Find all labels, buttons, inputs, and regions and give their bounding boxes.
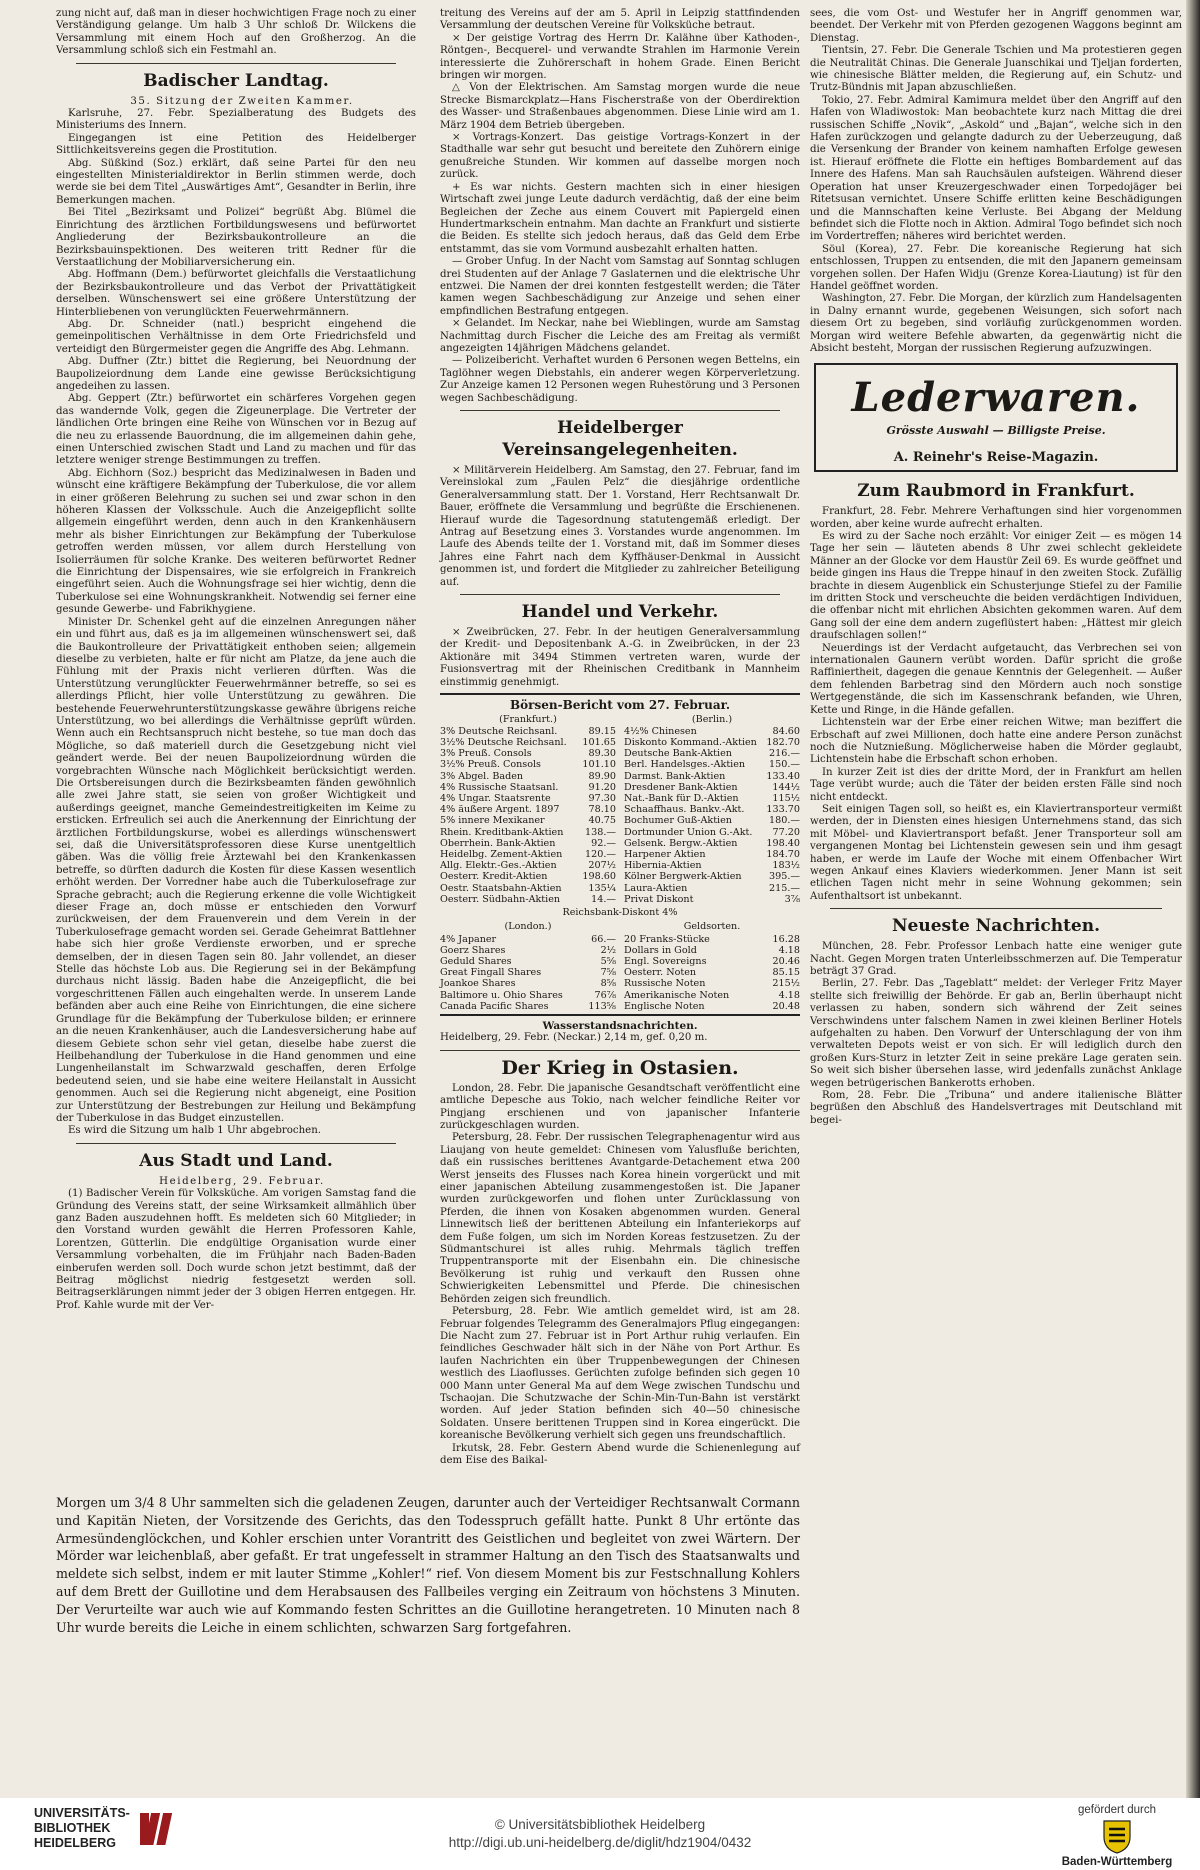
library-logo[interactable]: [34, 1806, 176, 1851]
boerse-london: [440, 921, 616, 1012]
quote-row: [624, 804, 800, 815]
quote-row: [440, 748, 616, 759]
quote-value: 135¼: [588, 882, 616, 894]
boerse-frankfurt: [440, 714, 616, 905]
heading-handel-verkehr: Handel und Verkehr.: [521, 602, 719, 623]
stadt-article: (1) Badischer Verein für Volksküche. Am vorigen Samstag fand die Gründung des Vereins statt, der seine Wirksamkeit allmählich über ganz Baden auszudehnen hofft. Es meldeten sich 60 Mitglieder; in den Vorstand wurden gewählt die Herren Professoren Kahle, Lorentzen, Gütterlin. Die endgültige Organisation wurde einer Versammlung vorbehalten, die im Frühjahr nach Baden-Baden einberufen werden soll. Doch wurde schon jetzt bestimmt, daß der Beitrag möglichst niedrig festgesetzt werden soll. Beitragserklärungen nimmt jeder der 3 obigen Herren entgegen. Hr. Prof. Kahle wurde mit der Ver-: [56, 1188, 416, 1311]
quote-row: [624, 782, 800, 793]
quote-value: 5⅝: [600, 955, 616, 967]
local-news-item: — Polizeibericht. Verhaftet wurden 6 Personen wegen Bettelns, ein Taglöhner wegen Diebstahls, ein anderer wegen Körperverletzung. Zur Anzeige kamen 12 Personen wegen Ruhestörung und 3 Personen wegen Sachbeschädigung.: [440, 355, 800, 404]
quote-row: [440, 771, 616, 782]
local-news-items: [440, 33, 800, 405]
heading-vereinsangelegenheiten: Heidelberger Vereinsangelegenheiten.: [502, 418, 738, 460]
quote-value: 7⅝: [600, 967, 616, 979]
baden-wuerttemberg-crest-icon: [1102, 1819, 1132, 1855]
quote-name: Hibernia-Aktien: [624, 860, 702, 872]
quote-row: [624, 815, 800, 826]
quote-row: [440, 883, 616, 894]
krieg-article: [440, 1083, 800, 1468]
quote-row: [624, 978, 800, 989]
landtag-paragraph: Abg. Duffner (Ztr.) bittet die Regierung, bei Neuordnung der Baupolizeiordnung dem Lande eine gewisse Berücksichtigung angedeihen zu lassen.: [56, 356, 416, 392]
quote-name: Darmst. Bank-Aktien: [624, 770, 726, 782]
quote-row: [440, 849, 616, 860]
divider: [76, 63, 396, 64]
wasserstand-text: Heidelberg, 29. Febr. (Neckar.) 2,14 m, gef. 0,20 m.: [440, 1032, 708, 1044]
quote-name: Engl. Sovereigns: [624, 955, 707, 967]
landtag-paragraph: Abg. Dr. Schneider (natl.) bespricht eingehend die gemeinpolitischen Verhältnisse in dem Orte Friedrichsfeld und verteidigt den Bürgermeister gegen die Angriffe des Abg. Lehmann.: [56, 318, 416, 355]
col3-news-paragraph: Söul (Korea), 27. Febr. Die koreanische Regierung hat sich entschlossen, Truppen zu entsenden, die mit den Japanern gemeinsam vorgehen sollen. Der Hafen Widju (Grenze Korea-Liautung) ist für den Handel geöffnet worden.: [810, 243, 1182, 292]
quote-name: Russische Noten: [624, 978, 706, 990]
krieg-paragraph: Petersburg, 28. Febr. Der russischen Telegraphenagentur wird aus Liaujang von heute gemeldet: Chinesen vom Yalusfluße berichten, daß ein russisches berittenes Avantgarde-Detachement etwa 200 Werst jenseits des Flusses nach Korea hinein vorgerückt und mit einer japanischen Abteilung zusammengestoßen ist. Die Japaner wurden zurückgeworfen und flohen unter Zurücklassung von Pferden, die ihnen von Kosaken abgenommen wurden. General Linnewitsch ließ der berittenen Abteilung ein Infanteriekorps auf dem Fuße folgen, um sich im Norden Koreas festzusetzen. Zu der Südmantschurei ist alles ruhig. Mehrmals täglich treffen Truppentransporte mit der Eisenbahn ein. Die chinesische Bevölkerung ist ruhig und verkauft den Russen ohne Schwierigkeiten Lebensmittel und Pferde. Die chinesischen Behörden zeigen sich freundlich.: [440, 1132, 800, 1305]
raubmord-paragraph: In kurzer Zeit ist dies der dritte Mord, der in Frankfurt am hellen Tage verübt wurde; auch die Täter der beiden ersten Fälle sind noch nicht entdeckt.: [810, 766, 1182, 803]
col3-top: sees, die vom Ost- und Westufer her in Angriff genommen war, beendet. Der Verkehr mit von Pferden gezogenen Waggons beginnt am Dienstag.: [810, 8, 1182, 44]
landtag-paragraph: Bei Titel „Bezirksamt und Polizei“ begrüßt Abg. Blümel die Einrichtung des ärztlichen Fortbildungswesens und befürwortet Angliederung der Bezirksbaukontrolleure an die Bezirksbauinspektionen. Des weiteren tritt Redner für die Verstaatlichung der Mobiliarversicherung ein.: [56, 207, 416, 268]
heading-krieg-ostasien: Der Krieg in Ostasien.: [501, 1056, 739, 1079]
verein-article: × Militärverein Heidelberg. Am Samstag, den 27. Februar, fand im Vereinslokal zum „Faulen Pelz“ die diesjährige ordentliche Generalversammlung statt. Der 1. Vorstand, Herr Rechtsanwalt Dr. Bauer, eröffnete die Versammlung und begrüßte die Erschienenen. Hierauf wurde die Tagesordnung statutengemäß erledigt. Der Antrag auf Besetzung eines 3. Vorstandes wurde angenommen. Im Laufe des Abends teilte der 1. Vorstand mit, daß im Sommer dieses Jahres eine Fahrt nach dem Kyffhäuser-Denkmal in Aussicht genommen ist, und fordert die Mitglieder zu zahlreicher Beteiligung auf.: [440, 465, 800, 588]
quote-value: 20.46: [772, 955, 800, 967]
quote-name: Harpener Aktien: [624, 848, 706, 860]
neueste-article: [810, 941, 1182, 1127]
quote-row: [624, 883, 800, 894]
quote-name: 3% Abgel. Baden: [440, 770, 524, 782]
quote-name: Great Fingall Shares: [440, 967, 542, 979]
quote-row: [624, 967, 800, 978]
quote-value: 89.90: [588, 770, 616, 782]
heading-landtag: Badischer Landtag.: [143, 70, 329, 91]
quote-value: 8⅝: [600, 978, 616, 990]
raubmord-paragraph: Seit einigen Tagen soll, so heißt es, ein Klaviertransporteur vermißt werden, der in Diensten eines hiesigen Unternehmens stand, das sich mit Möbel- und Klaviertransport befaßt. Jener Transporteur soll am vergangenen Montag bei Lichtenstein gewesen sein und ihm gesagt haben, er werde im Laufe der Woche mit einem Offenbacher Wirt wegen Ankauf eines Klaviers wiederkommen. Jener Mann ist seit etlichen Tagen nicht mehr in seine Wohnung gekommen; sein Aufenthaltsort ist unbekannt.: [810, 803, 1182, 902]
funder-name: Baden-Württemberg: [1061, 1856, 1173, 1868]
local-news-item: × Gelandet. Im Neckar, nahe bei Wieblingen, wurde am Samstag Nachmittag durch Fischer die Leiche des am Freitag als vermißt angezeigten 14jährigen Mädchens gelandet.: [440, 318, 800, 354]
raubmord-paragraph: Neuerdings ist der Verdacht aufgetaucht, das Verbrechen sei von internationalen Gaunern verübt worden. Dafür spricht die große Raffiniertheit, dagegen die genaue Kenntnis der Gelegenheit. — Außer dem fehlenden Barbetrag sind den Mördern auch noch sonstige Wertgegenstände, die sich im Kassenschrank befanden, wie Uhren, Kette und Ringe, in die Hände gefallen.: [810, 642, 1182, 716]
stadt-dateline: Heidelberg, 29. Februar.: [159, 1175, 325, 1187]
boerse-berlin-header: (Berlin.): [691, 713, 733, 725]
scan-edge-shadow: [1186, 0, 1200, 1798]
quote-value: 84.60: [772, 725, 800, 737]
divider: [830, 908, 1162, 909]
library-name-line-2: BIBLIOTHEK: [34, 1821, 111, 1835]
quote-name: Kölner Bergwerk-Aktien: [624, 871, 742, 883]
quote-row: [440, 726, 616, 737]
handel-article: × Zweibrücken, 27. Febr. In der heutigen Generalversammlung der Kredit- und Depositenbank A.-G. in Zweibrücken, in der 23 Aktionäre mit 3494 Stimmen vertreten waren, wurde der Fusionsvertrag mit der Rheinischen Creditbank in Mannheim einstimmig genehmigt.: [440, 627, 800, 688]
quote-name: Bochumer Guß-Aktien: [624, 815, 732, 827]
boerse-frankfurt-header: (Frankfurt.): [499, 713, 557, 725]
boerse-table-top: [440, 714, 800, 905]
quote-name: Berl. Handelsges.-Aktien: [624, 759, 746, 771]
boerse-geldsorten: [624, 921, 800, 1012]
quote-row: [440, 934, 616, 945]
quote-row: [624, 838, 800, 849]
quote-value: 207½: [588, 860, 616, 872]
reichsbank-diskont: Reichsbank-Diskont 4%: [562, 906, 678, 918]
quote-row: [440, 838, 616, 849]
landtag-paragraph: Abg. Hoffmann (Dem.) befürwortet gleichfalls die Verstaatlichung der Bezirksbaukontrolleure und das Verbot der Privattätigkeit derselben. Wünschenswert sei eine größere Unterstützung der Hinterbliebenen von verunglückten Feuerwehrmännern.: [56, 269, 416, 318]
boersen-bericht: [440, 693, 800, 1016]
quote-row: [624, 894, 800, 905]
lederwaren-advertisement: [814, 363, 1178, 472]
quote-value: 76⅞: [594, 989, 616, 1001]
quote-value: 4.18: [778, 944, 800, 956]
funding-notice: [1052, 1804, 1182, 1868]
landtag-paragraph: Eingegangen ist eine Petition des Heidelberger Sittlichkeitsvereins gegen die Prostitution.: [56, 132, 416, 157]
quote-value: 120.—: [585, 848, 616, 860]
quote-row: [624, 737, 800, 748]
quote-name: Allg. Elektr.-Ges.-Aktien: [440, 860, 557, 872]
quote-row: [624, 860, 800, 871]
quote-row: [624, 849, 800, 860]
raubmord-article: [810, 506, 1182, 903]
divider: [460, 594, 780, 595]
quote-row: [440, 827, 616, 838]
quote-name: Diskonto Kommand.-Aktien: [624, 736, 757, 748]
quote-name: 3½% Deutsche Reichsanl.: [440, 736, 567, 748]
krieg-paragraph: Irkutsk, 28. Febr. Gestern Abend wurde die Schienenlegung auf dem Eise des Baikal-: [440, 1442, 800, 1466]
quote-value: 40.75: [588, 815, 616, 827]
quote-name: Gelsenk. Bergw.-Aktien: [624, 837, 738, 849]
quote-value: 101.65: [582, 736, 616, 748]
quote-value: 215.—: [769, 882, 800, 894]
quote-name: Oberrhein. Bank-Aktien: [440, 837, 556, 849]
quote-value: 66.—: [591, 933, 616, 945]
quote-name: Englische Noten: [624, 1000, 705, 1012]
col1-intro: zung nicht auf, daß man in dieser hochwichtigen Frage noch zu einer Verständigung gelange. Um halb 3 Uhr schloß Dr. Wilckens die Versammlung mit einem Hoch auf den Großherzog. An die Versammlung schloß sich ein Festmahl an.: [56, 8, 416, 57]
quote-row: [440, 894, 616, 905]
quote-value: 4.18: [778, 989, 800, 1001]
quote-name: 3% Preuß. Consols: [440, 748, 532, 760]
boerse-title: Börsen-Bericht vom 27. Februar.: [510, 698, 730, 713]
quote-name: Goerz Shares: [440, 944, 506, 956]
quote-row: [624, 759, 800, 770]
krieg-paragraph: Petersburg, 28. Febr. Wie amtlich gemeldet wird, ist am 28. Februar folgendes Telegramm des Generalmajors Pflug eingegangen: Die Nacht zum 27. Februar ist in Port Arthur ruhig verlaufen. Ein feindliches Geschwader hält sich in der Nähe von Port Arthur. Es laufen Nachrichten ein über Truppenbewegungen der Chinesen westlich des Liaoflusses. Gerüchten zufolge befinden sich gegen 10 000 Mann unter General Ma auf dem Wege zwischen Tundschu und Tschaojan. Die Schutzwache der Schin-Min-Tun-Bahn ist verstärkt worden. Auf jeder Station befinden sich 40—50 chinesische Soldaten. Unsere berittenen Truppen sind in Korea eingerückt. Die koreanische Bevölkerung verhielt sich gegen uns freundschaftlich.: [440, 1306, 800, 1442]
quote-name: Dresdener Bank-Aktien: [624, 781, 738, 793]
quote-name: 20 Franks-Stücke: [624, 933, 710, 945]
quote-name: Baltimore u. Ohio Shares: [440, 989, 563, 1001]
library-name-line-3: HEIDELBERG: [34, 1836, 116, 1850]
neueste-paragraph: München, 28. Febr. Professor Lenbach hatte eine weniger gute Nacht. Gegen Morgen traten Unterleibsschmerzen auf. Die Temperatur beträgt 37 Grad.: [810, 941, 1182, 977]
quote-name: Deutsche Bank-Aktien: [624, 748, 732, 760]
quote-value: 184.70: [766, 848, 800, 860]
quote-value: 89.30: [588, 748, 616, 760]
landtag-article: [56, 108, 416, 1138]
quote-row: [624, 1001, 800, 1012]
quote-row: [440, 956, 616, 967]
quote-row: [440, 990, 616, 1001]
quote-value: 183½: [772, 860, 800, 872]
copyright-notice: © Universitätsbibliothek Heidelberg: [494, 1817, 706, 1832]
quote-value: 3⅞: [784, 893, 800, 905]
quote-value: 78.10: [588, 804, 616, 816]
execution-report: [56, 1494, 800, 1636]
column-2: [440, 8, 800, 1467]
raubmord-paragraph: Frankfurt, 28. Febr. Mehrere Verhaftungen sind hier vorgenommen worden, aber keine wurde aufrecht erhalten.: [810, 506, 1182, 530]
heading-neueste-nachrichten: Neueste Nachrichten.: [891, 916, 1101, 937]
library-logo-icon: [138, 1809, 176, 1849]
quote-value: 113⅝: [588, 1000, 616, 1012]
heading-stadt-land: Aus Stadt und Land.: [139, 1150, 333, 1171]
quote-name: 3% Deutsche Reichsanl.: [440, 725, 558, 737]
raubmord-paragraph: Lichtenstein war der Erbe einer reichen Witwe; man beziffert die Erbschaft auf zwei Millionen, doch hatte eine andere Person zunächst noch die Nutznießung. Möglicherweise haben die Mörder geglaubt, Lichtenstein habe die Erbschaft schon erhoben.: [810, 717, 1182, 766]
quote-value: 14.—: [591, 893, 616, 905]
quote-name: Geduld Shares: [440, 955, 512, 967]
quote-name: 3½% Preuß. Consols: [440, 759, 541, 771]
krieg-paragraph: London, 28. Febr. Die japanische Gesandtschaft veröffentlicht eine amtliche Depesche aus Tokio, nach welcher feindliche Reiter vor Pingjang erschienen und von japanischer Infanterie zurückgeschlagen wurden.: [440, 1082, 800, 1132]
landtag-paragraph: Abg. Eichhorn (Soz.) bespricht das Medizinalwesen in Baden und wünscht eine kräftigere Bekämpfung der Tuberkulose, die vor allem in einer größeren Belehrung zu suchen sei und zwar schon in den höheren Klassen der Volksschule. Auch die Anzeigepflicht sollte allgemein eingeführt werden, denn auch in den Krankenhäusern mehr als bisher Einrichtungen zur Bekämpfung der Tuberkulose getroffen werden müssen, vor allem durch Herstellung von Isolierräumen für solche Kranke. Des weiteren befürwortet Redner die Einrichtung der Dispensaires, wie sie erfolgreich in Frankreich eingeführt seien. Auch die Wohnungsfrage sei hier wichtig, denn die Tuberkulose sei eine Wohnungskrankheit. Notwendig sei ferner eine gesunde Gewerbe- und Fabrikhygiene.: [56, 467, 416, 616]
library-name: [34, 1806, 130, 1851]
quote-name: Oesterr. Noten: [624, 967, 697, 979]
local-news-item: × Der geistige Vortrag des Herrn Dr. Kalähne über Kathoden-, Röntgen-, Becquerel- und verwandte Strahlen im Harmonie Verein interessierte die Zuhörerschaft in hohem Grade. Einen Bericht bringen wir morgen.: [440, 32, 800, 82]
quote-name: Joankoe Shares: [440, 978, 516, 990]
quote-name: 4% Japaner: [440, 933, 497, 945]
quote-name: Canada Pacific Shares: [440, 1000, 549, 1012]
quote-value: 180.—: [769, 815, 800, 827]
quote-value: 198.40: [766, 837, 800, 849]
col3-news-paragraph: Washington, 27. Febr. Die Morgan, der kürzlich zum Handelsagenten in Dalny ernannt wurde, gegebenen Weisungen, sich sofort nach diesem Ort zu begeben, sind vorläufig zurückgenommen worden. Morgan wird weitere Befehle abwarten, da gegenwärtig nicht die Absicht besteht, Morgan der russischen Regierung aufzuzwingen.: [810, 293, 1182, 354]
landtag-paragraph: Minister Dr. Schenkel geht auf die einzelnen Anregungen näher ein und führt aus, daß es ja im allgemeinen wünschenswert sei, daß die Baukontrolleure der Privattätigkeit enthoben seien; allgemein dieselbe zu verbieten, halte er für nicht am Platze, da jene auch die Fühlung mit der Praxis nicht verlieren dürften. Was die Unterstützung verunglückter Feuerwehrmänner betreffe, so sei es allerdings Pflicht, hier volle Unterstützung zu gewähren. Die bestehende Feuerwehrunterstützungskasse gewähre übrigens reiche Unterstützung, wo bei allerdings die Verhältnisse geprüft würden. Wenn auch ein Rechtsanspruch nicht bestehe, so tue man doch das Mögliche, so daß materiell durch die Gesetzgebung nicht viel geändert werde. Bei der neuen Baupolizeiordnung würden die vorgebrachten Wünsche nach Möglichkeit berücksichtigt werden. Die Ortsbereisungen durch die Bezirksbeamten fänden gewöhnlich alle zwei Jahre statt, sie seien von großer Wichtigkeit und außerdings geeignet, manche Gemeindestreitigkeiten im Keime zu ersticken. Erfreulich sei auch die Anerkennung der Einrichtung der ärztlichen Fortbildungskurse, wobei es allerdings wünschenswert sei, daß die Universitätsprofessoren diese Kurse unentgeltlich gäben. Was die völlig freie Ärztewahl bei den Krankenkassen betreffe, so dürften dadurch die Kosten für diese Kassen wesentlich erhöht werden. Der Vorredner habe auch die Tuberkulosefrage zur Sprache gebracht; auch die Regierung erkenne die volle Wichtigkeit dieser Frage an, doch müsse er entschieden den Vorwurf zurückweisen, der dem Frauenverein und dem Verein in der Tuberkulosefrage gemacht worden sei. Gerade Geheimrat Battlehner habe sich hier große Verdienste erworben, und er spreche demselben, der in diesen Tagen sein 80. Jahr vollendet, an dieser Stelle das höchste Lob aus. Die Regierung sei in der Bekämpfung durchaus nicht lässig. Baden habe die Anzeigepflicht, die bei vorgeschrittenen Fällen auch eingehalten werde. In unserem Lande befänden aber auch eine Reihe von Einrichtungen, die eine sichere Grundlage für die Bekämpfung der Tuberkulose bilden; er erinnere an die neuen Krankenhäuser, auch die Landesversicherung habe auf diesem Gebiete schon sehr viel getan, dieselbe habe zuerst die Heilbehandlung der Tuberkulose in die Hand genommen und eine Lungenheilanstalt im Schwarzwald geschaffen, deren Erfolge bedeutend seien, und sie habe eine weitere Heilanstalt in Aussicht genommen. Auch sei die Regierung nicht abgeneigt, eine Position zur Unterstützung der Bestrebungen zur Heilung und Bekämpfung der Tuberkulose in das Budget einzustellen.: [56, 616, 416, 1124]
quote-name: Schaaffhaus. Bankv.-Akt.: [624, 804, 745, 816]
boerse-geldsorten-header: Geldsorten.: [683, 921, 741, 933]
landtag-paragraph: Karlsruhe, 27. Febr. Spezialberatung des Budgets des Ministeriums des Innern.: [56, 108, 416, 132]
neueste-paragraph: Berlin, 27. Febr. Das „Tageblatt“ meldet: der Verleger Fritz Mayer stellte sich freiwillig der Behörde. Er gab an, Berlin überhaupt nicht verlassen zu haben, sondern sich während der Zeit seines Verschwindens unter falschem Namen in zwei kleinen Berliner Hotels aufgehalten zu haben. Den Vorwurf der Unterschlagung der von ihm verwalteten Depots weist er von sich. Er will lediglich durch den großen Kurs-Sturz in letzter Zeit in seine prekäre Lage geraten sein. So weit sich bisher übersehen lasse, wird jedenfalls zunächst Anklage wegen betrügerischen Bankerotts erhoben.: [810, 978, 1182, 1089]
quote-name: 4½% Chinesen: [624, 725, 697, 737]
quote-row: [440, 945, 616, 956]
divider: [460, 410, 780, 411]
quote-row: [440, 978, 616, 989]
funded-by-label: gefördert durch: [1078, 1804, 1156, 1816]
quote-row: [440, 815, 616, 826]
local-news-item: △ Von der Elektrischen. Am Samstag morgen wurde die neue Strecke Bismarckplatz—Hans Fischerstraße von der Oberdirektion des Wasser- und Straßenbaues abgenommen. Diese Linie wird am 1. März 1904 dem Betrieb übergeben.: [440, 82, 800, 131]
quote-value: 91.20: [588, 781, 616, 793]
landtag-paragraph: Es wird die Sitzung um halb 1 Uhr abgebrochen.: [68, 1125, 321, 1137]
ad-headline: Lederwaren.: [851, 374, 1141, 422]
footer-bar: [0, 1798, 1200, 1870]
quote-row: [624, 945, 800, 956]
quote-value: 182.70: [766, 736, 800, 748]
quote-name: 4% Russische Staatsanl.: [440, 781, 559, 793]
quote-row: [624, 793, 800, 804]
quote-value: 89.15: [588, 725, 616, 737]
quote-value: 395.—: [769, 871, 800, 883]
quote-name: Dortmunder Union G.-Akt.: [624, 826, 753, 838]
quote-row: [440, 759, 616, 770]
landtag-paragraph: Abg. Süßkind (Soz.) erklärt, daß seine Partei für den neu eingestellten Ministerialdirektor in Berlin stimmen werde, doch werde sie bei dem Titel „Auswärtiges Amt“, Gesandter in Berlin, ihre Bemerkungen machen.: [56, 157, 416, 206]
quote-row: [440, 967, 616, 978]
col3-news-paragraph: Tokio, 27. Febr. Admiral Kamimura meldet über den Angriff auf den Hafen von Wladiwostok: Man beobachtete kurz nach Mittag die drei russischen Schiffe „Novik“, „Askold“ und „Bajan“, welche sich in den Hafen zurückzogen und gelangte dadurch zu der Ueberzeugung, daß die Versenkung der Brander von keinem namhaften Erfolge gewesen ist. Hierauf eröffnete die Flotte ein heftiges Bombardement auf das Innere des Hafens. Man sah Rauchsäulen aufsteigen. Während dieser Operation hat unser Kreuzergeschwader einen Torpedojäger bei Ritetsusan vernichtet. Unsere Schiffe erlitten keine Beschädigungen und die Mannschaften keine Verluste. Bei Abgang der Meldung befindet sich die Flotte noch in Aktion. Admiral Togo befindet sich noch im Vordertreffen; näheres wird berichtet werden.: [810, 94, 1182, 243]
boerse-table-bottom: [440, 921, 800, 1012]
quote-value: 133.40: [766, 770, 800, 782]
permalink[interactable]: http://digi.ub.uni-heidelberg.de/diglit/hdz1904/0432: [448, 1835, 752, 1850]
ad-shop-name: A. Reinehr's Reise-Magazin.: [893, 449, 1099, 465]
quote-value: 16.28: [772, 933, 800, 945]
local-news-item: + Es war nichts. Gestern machten sich in einer hiesigen Wirtschaft zwei junge Leute dadurch verdächtig, daß der eine beim Begleichen der Zeche aus einem Couvert mit Papiergeld einen Hundertmarkschein entnahm. Man dachte an Frankfurt und sistierte die Beiden. Es stellte sich jedoch heraus, daß das Geld dem Erbe entstammt, das sie vom Vormund ausbezahlt erhalten hatten.: [440, 181, 800, 255]
quote-row: [440, 804, 616, 815]
boerse-london-header: (London.): [504, 921, 552, 933]
quote-name: Nat.-Bank für D.-Aktien: [624, 792, 739, 804]
quote-row: [624, 771, 800, 782]
quote-row: [440, 1001, 616, 1012]
quote-name: Heidelbg. Zement-Aktien: [440, 848, 563, 860]
quote-value: 198.60: [582, 871, 616, 883]
quote-value: 138.—: [585, 826, 616, 838]
boerse-london-rows: [440, 934, 616, 1012]
execution-text: Morgen um 3/4 8 Uhr sammelten sich die geladenen Zeugen, darunter auch der Verteidiger Rechtsanwalt Cormann und Kapitän Nieten, der Vorsitzende des Gerichts, das den Todesspruch gefällt hatte. Punkt 8 Uhr ertönte das Armesündenglöckchen, und Kohler erschien unter Vorantritt des Geistlichen und begleitet von zwei Wärtern. Der Mörder war leichenblaß, aber gefaßt. Er trat ungefesselt in strammer Haltung an den Tisch des Staatsanwalts und meldete sich selbst, indem er mit lauter Stimme „Kohler!“ rief. Von diesem Moment bis zur Festschnallung Kohlers auf dem Brett der Guillotine und dem Herabsausen des Fallbeiles verging ein Zeitraum von höchstens 3 Minuten. Der Verurteilte war auch wie auf Kommando festen Schrittes an die Guillotine herangetreten. 10 Minuten nach 8 Uhr wurde bereits die Leiche in einem schlichten, schwarzen Sarg fortgefahren.: [56, 1495, 800, 1635]
ad-slogan: Grösste Auswahl — Billigste Preise.: [886, 424, 1106, 438]
quote-name: 5% innere Mexikaner: [440, 815, 545, 827]
quote-name: Oesterr. Kredit-Aktien: [440, 871, 548, 883]
quote-row: [624, 956, 800, 967]
column-3: [810, 8, 1182, 1127]
quote-row: [440, 737, 616, 748]
boerse-frankfurt-rows: [440, 726, 616, 905]
divider: [76, 1143, 396, 1144]
local-news-item: × Vortrags-Konzert. Das geistige Vortrags-Konzert in der Stadthalle war sehr gut besucht und bereitete den Zuhörern einige genußreiche Stunden. Wir kommen auf dasselbe morgen noch zurück.: [440, 132, 800, 181]
quote-value: 216.—: [769, 748, 800, 760]
quote-name: Dollars in Gold: [624, 944, 697, 956]
quote-value: 85.15: [772, 967, 800, 979]
quote-value: 115½: [772, 792, 800, 804]
quote-name: 4% Ungar. Staatsrente: [440, 792, 551, 804]
quote-value: 150.—: [769, 759, 800, 771]
library-name-line-1: UNIVERSITÄTS-: [34, 1806, 130, 1820]
quote-row: [624, 990, 800, 1001]
col3-news-paragraph: Tientsin, 27. Febr. Die Generale Tschien und Ma protestieren gegen die Neutralität Chinas. Die Generale Juanschikai und Tjeljan forderten, wie chinesische Blätter melden, die Regierung auf, ein Schutz- und Trutz-Bündnis mit Japan abzuschließen.: [810, 45, 1182, 94]
quote-name: Laura-Aktien: [624, 882, 688, 894]
quote-value: 92.—: [591, 837, 616, 849]
quote-value: 2½: [600, 944, 616, 956]
quote-name: Amerikanische Noten: [624, 989, 730, 1001]
quote-value: 77.20: [772, 826, 800, 838]
heading-raubmord: Zum Raubmord in Frankfurt.: [857, 481, 1135, 502]
quote-name: Oesterr. Südbahn-Aktien: [440, 893, 561, 905]
boerse-berlin: [624, 714, 800, 905]
col3-news: [810, 45, 1182, 355]
col2-top: treitung des Vereins auf der am 5. April in Leipzig stattfindenden Versammlung der deutschen Vereine für Volksküche betraut.: [440, 8, 800, 32]
quote-value: 133.70: [766, 804, 800, 816]
divider: [440, 1050, 800, 1051]
quote-row: [624, 827, 800, 838]
quote-value: 101.10: [582, 759, 616, 771]
quote-row: [440, 871, 616, 882]
quote-name: Rhein. Kreditbank-Aktien: [440, 826, 564, 838]
quote-value: 97.30: [588, 792, 616, 804]
quote-value: 215½: [772, 978, 800, 990]
quote-row: [624, 871, 800, 882]
landtag-paragraph: Abg. Geppert (Ztr.) befürwortet ein schärferes Vorgehen gegen das wandernde Volk, gegen die Zigeunerplage. Die Vertreter der ländlichen Orte bringen eine Reihe von Wünschen vor in Bezug auf die neu zu erlassende Bauordnung, die im allgemeinen dahin gehe, einen Unterschied zwischen Stadt und Land zu machen und für das letztere weniger strenge Bestimmungen zu treffen.: [56, 393, 416, 467]
raubmord-paragraph: Es wird zu der Sache noch erzählt: Vor einiger Zeit — es mögen 14 Tage her sein — läuteten abends 8 Uhr zwei schlecht gekleidete Männer an der Glocke vor dem Haustür Zeil 69. Es wurde geöffnet und beide gingen ins Haus die Treppe hinauf in den zweiten Stock. Zufällig brachte in diesem Augenblick ein Schusterjunge Stiefel zu der Familie im dritten Stock und verscheuchte die beiden verdächtigen Individuen, die offenbar nicht mit ehrlichen Absichten gekommen waren. Auf dem Gang soll der eine dem andern zugeflüstert haben: „Hättest mir gleich draufschlagen sollen!“: [810, 531, 1182, 642]
quote-name: Oestr. Staatsbahn-Aktien: [440, 882, 562, 894]
quote-row: [624, 748, 800, 759]
quote-row: [624, 934, 800, 945]
quote-value: 20.48: [772, 1000, 800, 1012]
boerse-berlin-rows: [624, 726, 800, 905]
quote-row: [624, 726, 800, 737]
local-news-item: — Grober Unfug. In der Nacht vom Samstag auf Sonntag schlugen drei Studenten auf der Anlage 7 Gaslaternen und die elektrische Uhr entzwei. Die Namen der drei konnten festgestellt werden; die Täter kamen wegen Sachbeschädigung zur Anzeige und sehen einer empfindlichen Bestrafung entgegen.: [440, 256, 800, 317]
landtag-subheading: 35. Sitzung der Zweiten Kammer.: [130, 95, 354, 107]
neueste-paragraph: Rom, 28. Febr. Die „Tribuna“ und andere italienische Blätter begrüßen den Abschluß des Handelsvertrages mit Deutschland mit begei-: [810, 1090, 1182, 1126]
wasserstand-heading: Wasserstandsnachrichten.: [542, 1019, 698, 1032]
quote-row: [440, 860, 616, 871]
quote-name: 4% äußere Argent. 1897: [440, 804, 560, 816]
quote-row: [440, 782, 616, 793]
boerse-geldsorten-rows: [624, 934, 800, 1012]
quote-name: Privat Diskont: [624, 893, 694, 905]
column-1: [56, 8, 416, 1312]
quote-row: [440, 793, 616, 804]
quote-value: 144½: [772, 781, 800, 793]
